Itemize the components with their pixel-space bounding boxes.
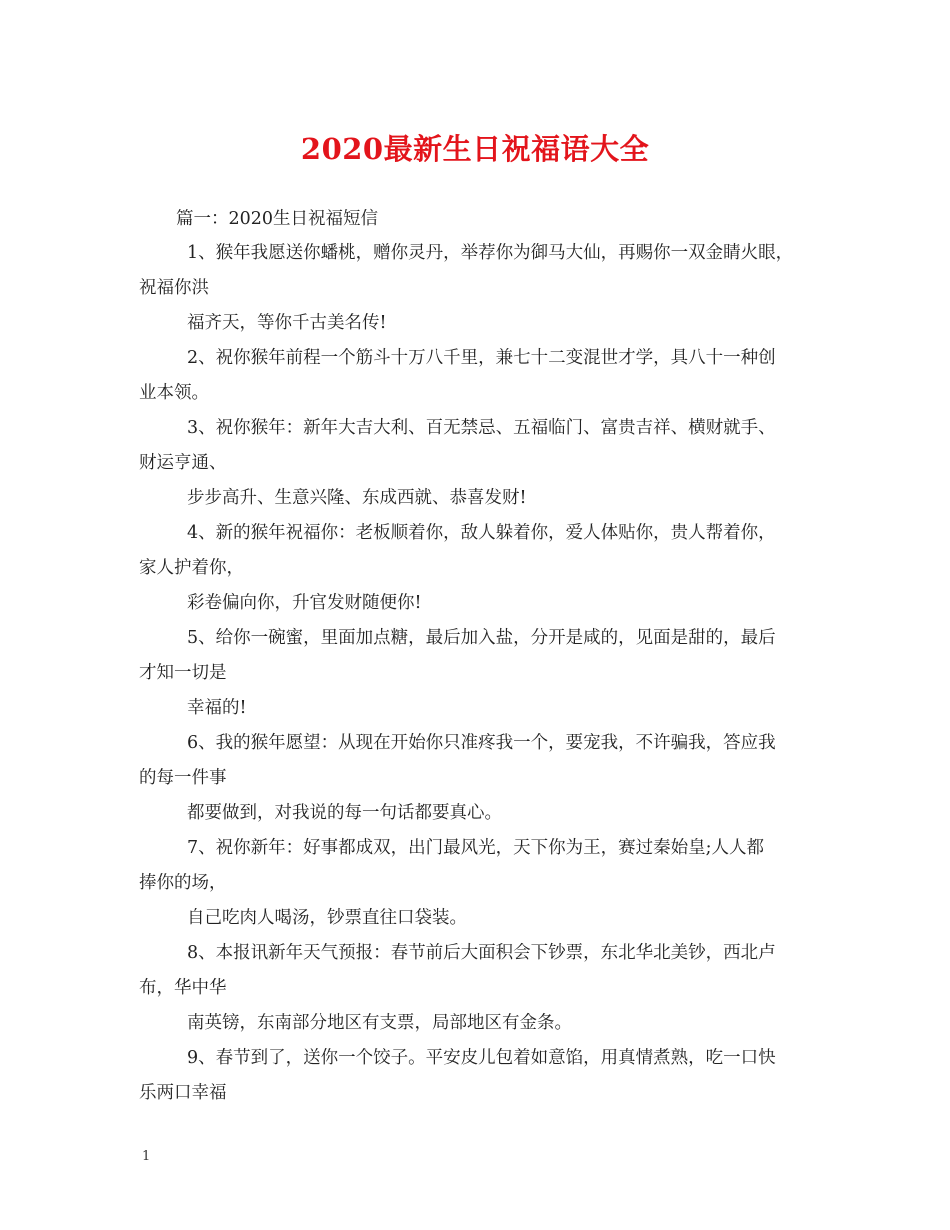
paragraph-line: 南英镑，东南部分地区有支票，局部地区有金条。 xyxy=(187,1013,572,1033)
paragraph-line: 幸福的! xyxy=(187,698,247,718)
paragraph-line: 7、祝你新年：好事都成双，出门最风光，天下你为王，赛过秦始皇;人人都 xyxy=(187,838,765,858)
paragraph-line: 捧你的场， xyxy=(139,873,227,893)
paragraph-line: 1、猴年我愿送你蟠桃，赠你灵丹，举荐你为御马大仙，再赐你一双金睛火眼， xyxy=(187,243,794,263)
paragraph-line: 5、给你一碗蜜，里面加点糖，最后加入盐，分开是咸的，见面是甜的，最后 xyxy=(187,628,776,648)
paragraph-line: 财运亨通、 xyxy=(139,453,227,473)
paragraph-line: 乐两口幸福 xyxy=(139,1083,227,1103)
paragraph-line: 的每一件事 xyxy=(139,768,227,788)
paragraph-line: 祝福你洪 xyxy=(139,278,209,298)
paragraph-line: 布，华中华 xyxy=(139,978,227,998)
document-title: 2020最新生日祝福语大全 xyxy=(300,132,650,166)
paragraph-line: 业本领。 xyxy=(139,383,209,403)
paragraph-line: 步步高升、生意兴隆、东成西就、恭喜发财! xyxy=(187,488,527,508)
paragraph-line: 2、祝你猴年前程一个筋斗十万八千里，兼七十二变混世才学，具八十一种创 xyxy=(187,348,776,368)
paragraph-line: 福齐天，等你千古美名传! xyxy=(187,313,387,333)
paragraph-line: 都要做到，对我说的每一句话都要真心。 xyxy=(187,803,502,823)
paragraph-line: 8、本报讯新年天气预报：春节前后大面积会下钞票，东北华北美钞，西北卢 xyxy=(187,943,776,963)
paragraph-line: 自己吃肉人喝汤，钞票直往口袋装。 xyxy=(187,908,467,928)
paragraph-line: 才知一切是 xyxy=(139,663,227,683)
paragraph-line: 彩卷偏向你，升官发财随便你! xyxy=(187,593,422,613)
paragraph-line: 3、祝你猴年：新年大吉大利、百无禁忌、五福临门、富贵吉祥、横财就手、 xyxy=(187,418,776,438)
paragraph-line: 6、我的猴年愿望：从现在开始你只准疼我一个，要宠我，不许骗我，答应我 xyxy=(187,733,776,753)
paragraph-line: 9、春节到了，送你一个饺子。平安皮儿包着如意馅，用真情煮熟，吃一口快 xyxy=(187,1048,776,1068)
section-heading: 篇一：2020生日祝福短信 xyxy=(176,209,379,229)
paragraph-line: 4、新的猴年祝福你：老板顺着你，敌人躲着你，爱人体贴你，贵人帮着你， xyxy=(187,523,776,543)
page-number: 1 xyxy=(142,1149,151,1164)
paragraph-line: 家人护着你， xyxy=(139,558,244,578)
